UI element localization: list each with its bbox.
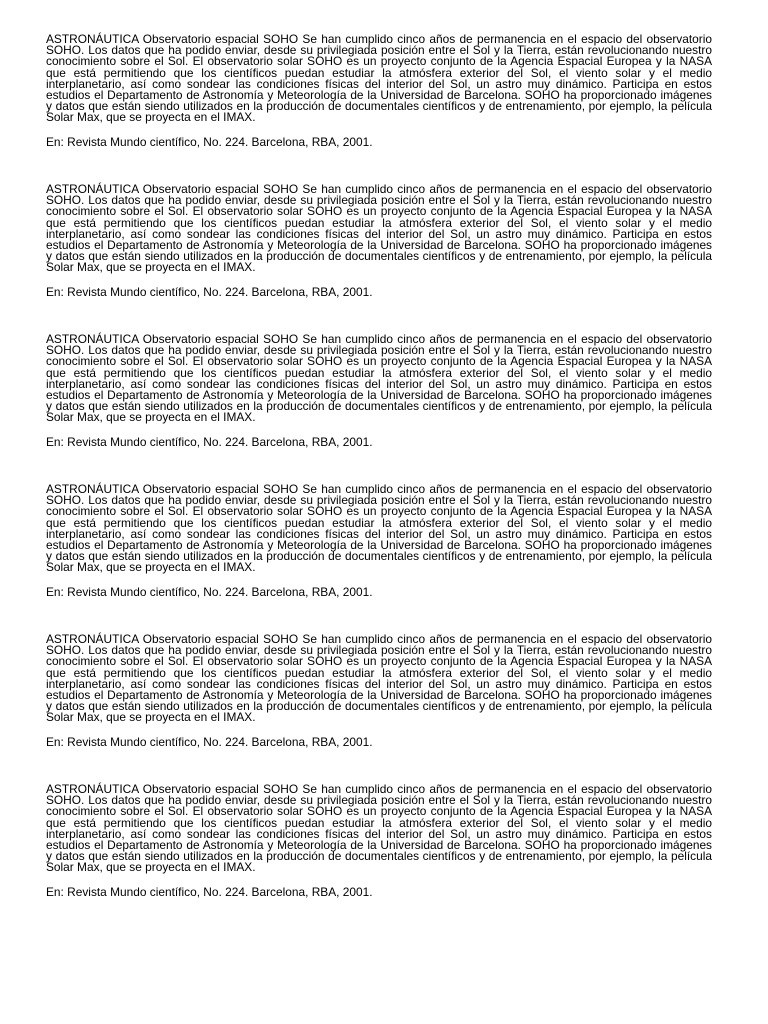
article-source-citation: En: Revista Mundo científico, No. 224. Barcelona, RBA, 2001. — [46, 734, 373, 749]
article-body: ASTRONÁUTICA Observatorio espacial SOHO Se han cumplido cinco años de permanencia en el espacio del observatorio SOHO. Los datos que ha podido enviar, desde su privilegiada posición entre el Sol y la Tierra, están revolucionando nuestro conocimiento sobre el Sol. El observatorio solar SOHO es un proyecto conjunto de la Agencia Espacial Europea y la NASA que está permitiendo que los científicos puedan estudiar la atmósfera exterior del Sol, el viento solar y el medio interplanetario, así como sondear las condiciones físicas del interior del Sol, un astro muy dinámico. Participa en estos estudios el Departamento de Astronomía y Meteorología de la Universidad de Barcelona. SOHO ha proporcionado imágenes y datos que están siendo utilizados en la producción de documentales científicos y de entrenamiento, por ejemplo, la película Solar Max, que se proyecta en el IMAX. — [46, 332, 712, 425]
article-entry — [46, 334, 712, 484]
article-source-citation: En: Revista Mundo científico, No. 224. Barcelona, RBA, 2001. — [46, 284, 373, 299]
article-source-citation: En: Revista Mundo científico, No. 224. Barcelona, RBA, 2001. — [46, 134, 373, 149]
article-body: ASTRONÁUTICA Observatorio espacial SOHO Se han cumplido cinco años de permanencia en el espacio del observatorio SOHO. Los datos que ha podido enviar, desde su privilegiada posición entre el Sol y la Tierra, están revolucionando nuestro conocimiento sobre el Sol. El observatorio solar SOHO es un proyecto conjunto de la Agencia Espacial Europea y la NASA que está permitiendo que los científicos puedan estudiar la atmósfera exterior del Sol, el viento solar y el medio interplanetario, así como sondear las condiciones físicas del interior del Sol, un astro muy dinámico. Participa en estos estudios el Departamento de Astronomía y Meteorología de la Universidad de Barcelona. SOHO ha proporcionado imágenes y datos que están siendo utilizados en la producción de documentales científicos y de entrenamiento, por ejemplo, la película Solar Max, que se proyecta en el IMAX. — [46, 482, 712, 575]
article-entry — [46, 784, 712, 934]
article-body: ASTRONÁUTICA Observatorio espacial SOHO Se han cumplido cinco años de permanencia en el espacio del observatorio SOHO. Los datos que ha podido enviar, desde su privilegiada posición entre el Sol y la Tierra, están revolucionando nuestro conocimiento sobre el Sol. El observatorio solar SOHO es un proyecto conjunto de la Agencia Espacial Europea y la NASA que está permitiendo que los científicos puedan estudiar la atmósfera exterior del Sol, el viento solar y el medio interplanetario, así como sondear las condiciones físicas del interior del Sol, un astro muy dinámico. Participa en estos estudios el Departamento de Astronomía y Meteorología de la Universidad de Barcelona. SOHO ha proporcionado imágenes y datos que están siendo utilizados en la producción de documentales científicos y de entrenamiento, por ejemplo, la película Solar Max, que se proyecta en el IMAX. — [46, 32, 712, 125]
article-entry — [46, 484, 712, 634]
article-source-citation: En: Revista Mundo científico, No. 224. Barcelona, RBA, 2001. — [46, 434, 373, 449]
article-source-citation: En: Revista Mundo científico, No. 224. Barcelona, RBA, 2001. — [46, 884, 373, 899]
article-body: ASTRONÁUTICA Observatorio espacial SOHO Se han cumplido cinco años de permanencia en el espacio del observatorio SOHO. Los datos que ha podido enviar, desde su privilegiada posición entre el Sol y la Tierra, están revolucionando nuestro conocimiento sobre el Sol. El observatorio solar SOHO es un proyecto conjunto de la Agencia Espacial Europea y la NASA que está permitiendo que los científicos puedan estudiar la atmósfera exterior del Sol, el viento solar y el medio interplanetario, así como sondear las condiciones físicas del interior del Sol, un astro muy dinámico. Participa en estos estudios el Departamento de Astronomía y Meteorología de la Universidad de Barcelona. SOHO ha proporcionado imágenes y datos que están siendo utilizados en la producción de documentales científicos y de entrenamiento, por ejemplo, la película Solar Max, que se proyecta en el IMAX. — [46, 182, 712, 275]
document-page — [46, 34, 712, 934]
article-body: ASTRONÁUTICA Observatorio espacial SOHO Se han cumplido cinco años de permanencia en el espacio del observatorio SOHO. Los datos que ha podido enviar, desde su privilegiada posición entre el Sol y la Tierra, están revolucionando nuestro conocimiento sobre el Sol. El observatorio solar SOHO es un proyecto conjunto de la Agencia Espacial Europea y la NASA que está permitiendo que los científicos puedan estudiar la atmósfera exterior del Sol, el viento solar y el medio interplanetario, así como sondear las condiciones físicas del interior del Sol, un astro muy dinámico. Participa en estos estudios el Departamento de Astronomía y Meteorología de la Universidad de Barcelona. SOHO ha proporcionado imágenes y datos que están siendo utilizados en la producción de documentales científicos y de entrenamiento, por ejemplo, la película Solar Max, que se proyecta en el IMAX. — [46, 782, 712, 875]
article-body: ASTRONÁUTICA Observatorio espacial SOHO Se han cumplido cinco años de permanencia en el espacio del observatorio SOHO. Los datos que ha podido enviar, desde su privilegiada posición entre el Sol y la Tierra, están revolucionando nuestro conocimiento sobre el Sol. El observatorio solar SOHO es un proyecto conjunto de la Agencia Espacial Europea y la NASA que está permitiendo que los científicos puedan estudiar la atmósfera exterior del Sol, el viento solar y el medio interplanetario, así como sondear las condiciones físicas del interior del Sol, un astro muy dinámico. Participa en estos estudios el Departamento de Astronomía y Meteorología de la Universidad de Barcelona. SOHO ha proporcionado imágenes y datos que están siendo utilizados en la producción de documentales científicos y de entrenamiento, por ejemplo, la película Solar Max, que se proyecta en el IMAX. — [46, 632, 712, 725]
article-entry — [46, 184, 712, 334]
article-source-citation: En: Revista Mundo científico, No. 224. Barcelona, RBA, 2001. — [46, 584, 373, 599]
article-entry — [46, 634, 712, 784]
article-entry — [46, 34, 712, 184]
